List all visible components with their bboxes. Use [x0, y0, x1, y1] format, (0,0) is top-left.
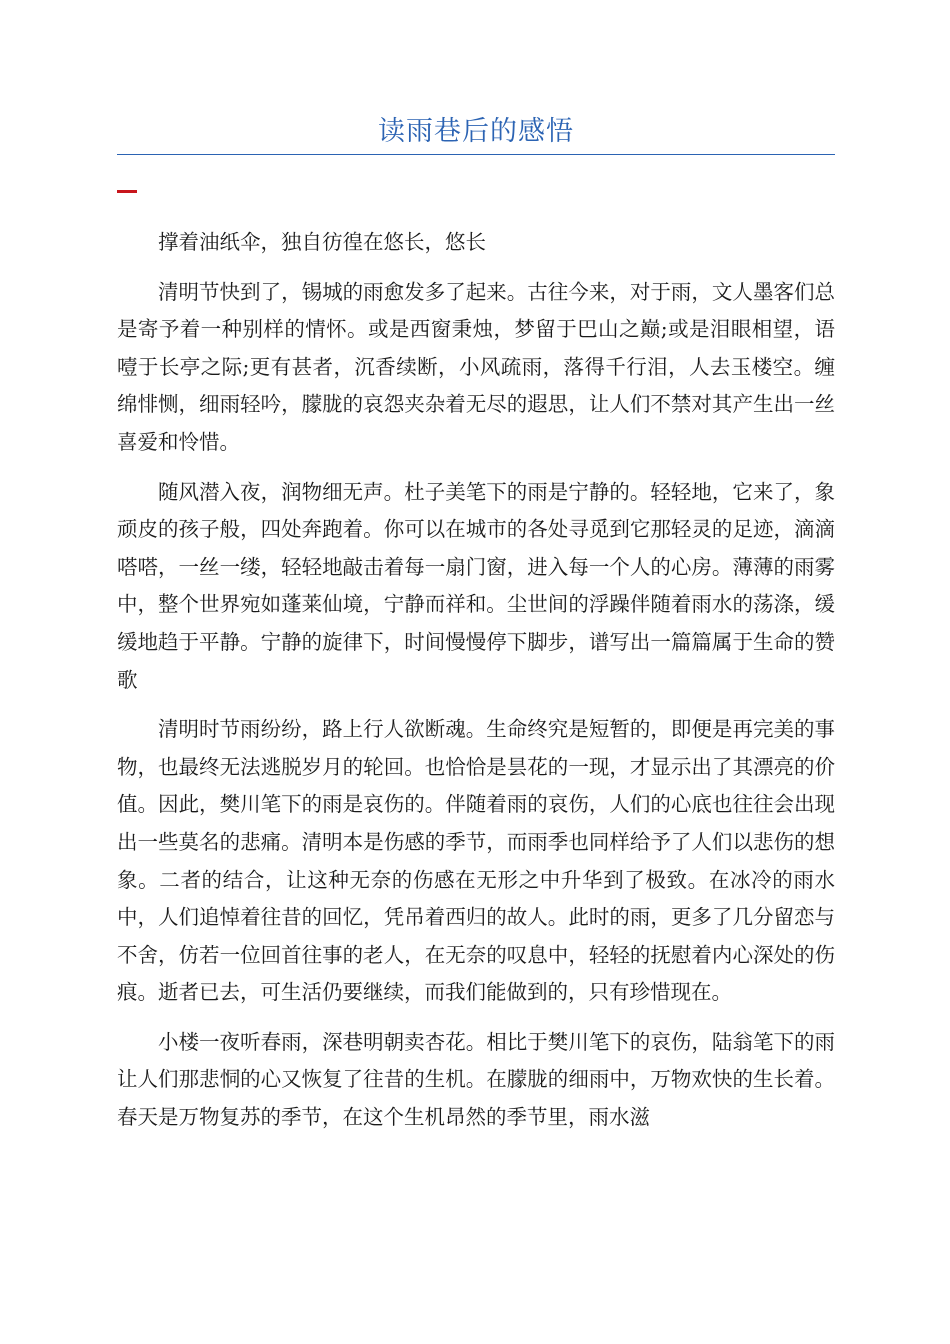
paragraph: 清明节快到了，锡城的雨愈发多了起来。古往今来，对于雨，文人墨客们总是寄予着一种别样的情怀。或是西窗秉烛，梦留于巴山之巅;或是泪眼相望，语噎于长亭之际;更有甚者，沉香续断，小风疏雨，落得千行泪，人去玉楼空。缠绵悱恻，细雨轻吟，朦胧的哀怨夹杂着无尽的遐思，让人们不禁对其产生出一丝喜爱和怜惜。	[117, 279, 835, 454]
title-divider	[117, 154, 835, 155]
document-body	[117, 224, 835, 1149]
paragraph: 清明时节雨纷纷，路上行人欲断魂。生命终究是短暂的，即便是再完美的事物，也最终无法逃脱岁月的轮回。也恰恰是昙花的一现，才显示出了其漂亮的价值。因此，樊川笔下的雨是哀伤的。伴随着雨的哀伤，人们的心底也往往会出现出一些莫名的悲痛。清明本是伤感的季节，而雨季也同样给予了人们以悲伤的想象。二者的结合，让这种无奈的伤感在无形之中升华到了极致。在冰冷的雨水中，人们追悼着往昔的回忆，凭吊着西归的故人。此时的雨，更多了几分留恋与不舍，仿若一位回首往事的老人，在无奈的叹息中，轻轻的抚慰着内心深处的伤痕。逝者已去，可生活仍要继续，而我们能做到的，只有珍惜现在。	[117, 717, 835, 1005]
paragraph: 撑着油纸伞，独自彷徨在悠长，悠长	[158, 230, 486, 254]
accent-bar	[117, 190, 137, 193]
paragraph: 随风潜入夜，润物细无声。杜子美笔下的雨是宁静的。轻轻地，它来了，象顽皮的孩子般，四处奔跑着。你可以在城市的各处寻觅到它那轻灵的足迹，滴滴嗒嗒，一丝一缕，轻轻地敲击着每一扇门窗，进入每一个人的心房。薄薄的雨雾中，整个世界宛如蓬莱仙境，宁静而祥和。尘世间的浮躁伴随着雨水的荡涤，缓缓地趋于平静。宁静的旋律下，时间慢慢停下脚步，谱写出一篇篇属于生命的赞歌	[117, 479, 835, 692]
paragraph: 小楼一夜听春雨，深巷明朝卖杏花。相比于樊川笔下的哀伤，陆翁笔下的雨让人们那悲恫的心又恢复了往昔的生机。在朦胧的细雨中，万物欢快的生长着。春天是万物复苏的季节，在这个生机昂然的季节里，雨水滋	[117, 1029, 835, 1130]
document-title: 读雨巷后的感悟	[378, 116, 574, 147]
